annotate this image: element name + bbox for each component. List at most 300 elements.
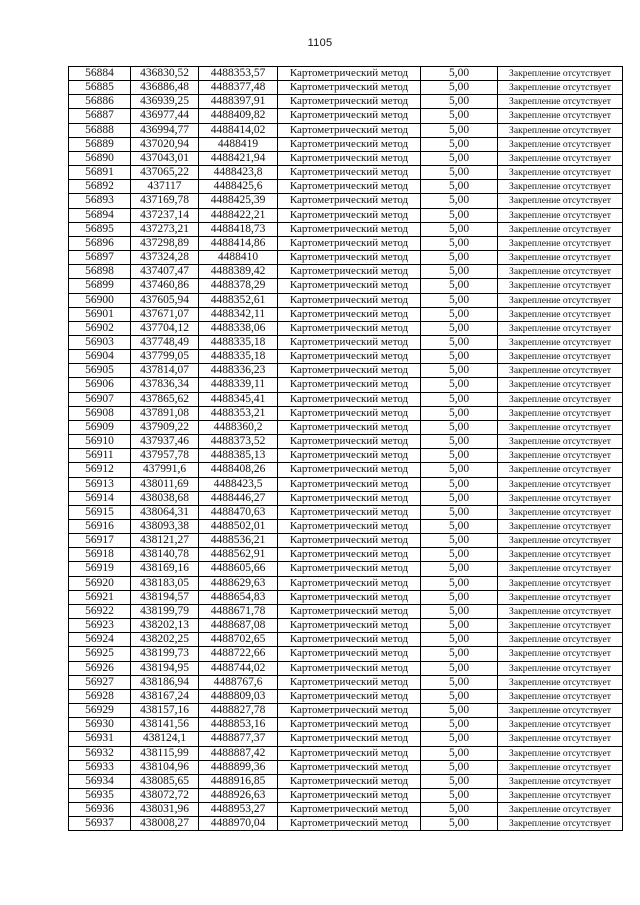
x-coordinate-cell: 437237,14 (131, 208, 199, 222)
method-cell: Картометрический метод (278, 364, 421, 378)
method-cell: Картометрический метод (278, 803, 421, 817)
method-cell: Картометрический метод (278, 732, 421, 746)
y-coordinate-cell: 4488853,16 (199, 718, 278, 732)
precision-cell: 5,00 (421, 307, 498, 321)
point-number-cell: 56884 (69, 67, 131, 81)
x-coordinate-cell: 437814,07 (131, 364, 199, 378)
point-number-cell: 56919 (69, 562, 131, 576)
method-cell: Картометрический метод (278, 293, 421, 307)
precision-cell: 5,00 (421, 718, 498, 732)
fixation-cell: Закрепление отсутствует (498, 647, 623, 661)
fixation-cell: Закрепление отсутствует (498, 236, 623, 250)
x-coordinate-cell: 437909,22 (131, 420, 199, 434)
fixation-cell: Закрепление отсутствует (498, 321, 623, 335)
precision-cell: 5,00 (421, 746, 498, 760)
table-row (69, 491, 623, 505)
point-number-cell: 56886 (69, 95, 131, 109)
table-row (69, 222, 623, 236)
point-number-cell: 56920 (69, 576, 131, 590)
precision-cell: 5,00 (421, 222, 498, 236)
fixation-cell: Закрепление отсутствует (498, 222, 623, 236)
table-row (69, 718, 623, 732)
point-number-cell: 56891 (69, 166, 131, 180)
y-coordinate-cell: 4488335,18 (199, 335, 278, 349)
table-row (69, 335, 623, 349)
y-coordinate-cell: 4488338,06 (199, 321, 278, 335)
table-row (69, 746, 623, 760)
point-number-cell: 56916 (69, 520, 131, 534)
fixation-cell: Закрепление отсутствует (498, 95, 623, 109)
x-coordinate-cell: 438183,05 (131, 576, 199, 590)
table-row (69, 576, 623, 590)
method-cell: Картометрический метод (278, 81, 421, 95)
x-coordinate-cell: 437273,21 (131, 222, 199, 236)
precision-cell: 5,00 (421, 449, 498, 463)
y-coordinate-cell: 4488446,27 (199, 491, 278, 505)
point-number-cell: 56935 (69, 788, 131, 802)
table-row (69, 562, 623, 576)
precision-cell: 5,00 (421, 633, 498, 647)
precision-cell: 5,00 (421, 435, 498, 449)
precision-cell: 5,00 (421, 265, 498, 279)
fixation-cell: Закрепление отсутствует (498, 364, 623, 378)
table-row (69, 109, 623, 123)
x-coordinate-cell: 437957,78 (131, 449, 199, 463)
precision-cell: 5,00 (421, 151, 498, 165)
method-cell: Картометрический метод (278, 689, 421, 703)
point-number-cell: 56908 (69, 406, 131, 420)
table-row (69, 803, 623, 817)
method-cell: Картометрический метод (278, 208, 421, 222)
point-number-cell: 56902 (69, 321, 131, 335)
precision-cell: 5,00 (421, 364, 498, 378)
point-number-cell: 56917 (69, 534, 131, 548)
point-number-cell: 56898 (69, 265, 131, 279)
point-number-cell: 56924 (69, 633, 131, 647)
point-number-cell: 56931 (69, 732, 131, 746)
x-coordinate-cell: 438121,27 (131, 534, 199, 548)
precision-cell: 5,00 (421, 661, 498, 675)
method-cell: Картометрический метод (278, 265, 421, 279)
point-number-cell: 56913 (69, 477, 131, 491)
x-coordinate-cell: 436830,52 (131, 67, 199, 81)
fixation-cell: Закрепление отсутствует (498, 576, 623, 590)
x-coordinate-cell: 438124,1 (131, 732, 199, 746)
point-number-cell: 56899 (69, 279, 131, 293)
y-coordinate-cell: 4488422,21 (199, 208, 278, 222)
table-row (69, 236, 623, 250)
method-cell: Картометрический метод (278, 180, 421, 194)
precision-cell: 5,00 (421, 562, 498, 576)
table-row (69, 279, 623, 293)
table-row (69, 307, 623, 321)
y-coordinate-cell: 4488353,57 (199, 67, 278, 81)
point-number-cell: 56893 (69, 194, 131, 208)
method-cell: Картометрический метод (278, 520, 421, 534)
x-coordinate-cell: 438199,79 (131, 604, 199, 618)
point-number-cell: 56903 (69, 335, 131, 349)
method-cell: Картометрический метод (278, 406, 421, 420)
x-coordinate-cell: 438115,99 (131, 746, 199, 760)
fixation-cell: Закрепление отсутствует (498, 81, 623, 95)
table-row (69, 477, 623, 491)
fixation-cell: Закрепление отсутствует (498, 335, 623, 349)
method-cell: Картометрический метод (278, 222, 421, 236)
fixation-cell: Закрепление отсутствует (498, 505, 623, 519)
x-coordinate-cell: 437298,89 (131, 236, 199, 250)
y-coordinate-cell: 4488877,37 (199, 732, 278, 746)
precision-cell: 5,00 (421, 420, 498, 434)
precision-cell: 5,00 (421, 817, 498, 831)
point-number-cell: 56897 (69, 251, 131, 265)
fixation-cell: Закрепление отсутствует (498, 548, 623, 562)
point-number-cell: 56918 (69, 548, 131, 562)
table-row (69, 534, 623, 548)
point-number-cell: 56909 (69, 420, 131, 434)
method-cell: Картометрический метод (278, 619, 421, 633)
precision-cell: 5,00 (421, 350, 498, 364)
precision-cell: 5,00 (421, 675, 498, 689)
point-number-cell: 56889 (69, 137, 131, 151)
method-cell: Картометрический метод (278, 378, 421, 392)
x-coordinate-cell: 438064,31 (131, 505, 199, 519)
coordinates-table-body (69, 67, 623, 831)
table-row (69, 81, 623, 95)
point-number-cell: 56904 (69, 350, 131, 364)
method-cell: Картометрический метод (278, 166, 421, 180)
method-cell: Картометрический метод (278, 661, 421, 675)
y-coordinate-cell: 4488377,48 (199, 81, 278, 95)
fixation-cell: Закрепление отсутствует (498, 392, 623, 406)
fixation-cell: Закрепление отсутствует (498, 760, 623, 774)
point-number-cell: 56927 (69, 675, 131, 689)
method-cell: Картометрический метод (278, 449, 421, 463)
point-number-cell: 56932 (69, 746, 131, 760)
x-coordinate-cell: 437324,28 (131, 251, 199, 265)
method-cell: Картометрический метод (278, 774, 421, 788)
method-cell: Картометрический метод (278, 307, 421, 321)
point-number-cell: 56890 (69, 151, 131, 165)
y-coordinate-cell: 4488352,61 (199, 293, 278, 307)
method-cell: Картометрический метод (278, 123, 421, 137)
fixation-cell: Закрепление отсутствует (498, 477, 623, 491)
table-row (69, 194, 623, 208)
x-coordinate-cell: 437799,05 (131, 350, 199, 364)
method-cell: Картометрический метод (278, 718, 421, 732)
precision-cell: 5,00 (421, 293, 498, 307)
fixation-cell: Закрепление отсутствует (498, 180, 623, 194)
fixation-cell: Закрепление отсутствует (498, 633, 623, 647)
fixation-cell: Закрепление отсутствует (498, 279, 623, 293)
x-coordinate-cell: 438008,27 (131, 817, 199, 831)
precision-cell: 5,00 (421, 760, 498, 774)
x-coordinate-cell: 438104,96 (131, 760, 199, 774)
y-coordinate-cell: 4488970,04 (199, 817, 278, 831)
precision-cell: 5,00 (421, 491, 498, 505)
table-row (69, 760, 623, 774)
fixation-cell: Закрепление отсутствует (498, 435, 623, 449)
precision-cell: 5,00 (421, 689, 498, 703)
y-coordinate-cell: 4488562,91 (199, 548, 278, 562)
fixation-cell: Закрепление отсутствует (498, 491, 623, 505)
precision-cell: 5,00 (421, 67, 498, 81)
y-coordinate-cell: 4488414,02 (199, 123, 278, 137)
fixation-cell: Закрепление отсутствует (498, 534, 623, 548)
method-cell: Картометрический метод (278, 746, 421, 760)
table-row (69, 732, 623, 746)
table-row (69, 633, 623, 647)
fixation-cell: Закрепление отсутствует (498, 123, 623, 137)
fixation-cell: Закрепление отсутствует (498, 718, 623, 732)
precision-cell: 5,00 (421, 576, 498, 590)
x-coordinate-cell: 437865,62 (131, 392, 199, 406)
x-coordinate-cell: 437671,07 (131, 307, 199, 321)
precision-cell: 5,00 (421, 619, 498, 633)
point-number-cell: 56915 (69, 505, 131, 519)
precision-cell: 5,00 (421, 647, 498, 661)
fixation-cell: Закрепление отсутствует (498, 704, 623, 718)
point-number-cell: 56894 (69, 208, 131, 222)
fixation-cell: Закрепление отсутствует (498, 406, 623, 420)
method-cell: Картометрический метод (278, 704, 421, 718)
method-cell: Картометрический метод (278, 675, 421, 689)
table-row (69, 350, 623, 364)
y-coordinate-cell: 4488887,42 (199, 746, 278, 760)
method-cell: Картометрический метод (278, 817, 421, 831)
x-coordinate-cell: 436939,25 (131, 95, 199, 109)
x-coordinate-cell: 437891,08 (131, 406, 199, 420)
fixation-cell: Закрепление отсутствует (498, 265, 623, 279)
y-coordinate-cell: 4488671,78 (199, 604, 278, 618)
method-cell: Картометрический метод (278, 590, 421, 604)
table-row (69, 251, 623, 265)
y-coordinate-cell: 4488654,83 (199, 590, 278, 604)
fixation-cell: Закрепление отсутствует (498, 746, 623, 760)
method-cell: Картометрический метод (278, 321, 421, 335)
fixation-cell: Закрепление отсутствует (498, 732, 623, 746)
table-row (69, 548, 623, 562)
fixation-cell: Закрепление отсутствует (498, 208, 623, 222)
method-cell: Картометрический метод (278, 392, 421, 406)
point-number-cell: 56928 (69, 689, 131, 703)
precision-cell: 5,00 (421, 477, 498, 491)
point-number-cell: 56885 (69, 81, 131, 95)
method-cell: Картометрический метод (278, 463, 421, 477)
fixation-cell: Закрепление отсутствует (498, 293, 623, 307)
fixation-cell: Закрепление отсутствует (498, 604, 623, 618)
x-coordinate-cell: 438194,57 (131, 590, 199, 604)
fixation-cell: Закрепление отсутствует (498, 562, 623, 576)
fixation-cell: Закрепление отсутствует (498, 590, 623, 604)
precision-cell: 5,00 (421, 166, 498, 180)
fixation-cell: Закрепление отсутствует (498, 619, 623, 633)
precision-cell: 5,00 (421, 279, 498, 293)
point-number-cell: 56888 (69, 123, 131, 137)
table-row (69, 378, 623, 392)
x-coordinate-cell: 436994,77 (131, 123, 199, 137)
x-coordinate-cell: 436886,48 (131, 81, 199, 95)
y-coordinate-cell: 4488409,82 (199, 109, 278, 123)
x-coordinate-cell: 438199,73 (131, 647, 199, 661)
method-cell: Картометрический метод (278, 477, 421, 491)
x-coordinate-cell: 437991,6 (131, 463, 199, 477)
y-coordinate-cell: 4488425,6 (199, 180, 278, 194)
x-coordinate-cell: 438194,95 (131, 661, 199, 675)
method-cell: Картометрический метод (278, 109, 421, 123)
precision-cell: 5,00 (421, 251, 498, 265)
fixation-cell: Закрепление отсутствует (498, 137, 623, 151)
method-cell: Картометрический метод (278, 420, 421, 434)
point-number-cell: 56930 (69, 718, 131, 732)
y-coordinate-cell: 4488397,91 (199, 95, 278, 109)
x-coordinate-cell: 437748,49 (131, 335, 199, 349)
precision-cell: 5,00 (421, 392, 498, 406)
y-coordinate-cell: 4488605,66 (199, 562, 278, 576)
method-cell: Картометрический метод (278, 491, 421, 505)
point-number-cell: 56934 (69, 774, 131, 788)
y-coordinate-cell: 4488378,29 (199, 279, 278, 293)
y-coordinate-cell: 4488502,01 (199, 520, 278, 534)
precision-cell: 5,00 (421, 534, 498, 548)
precision-cell: 5,00 (421, 463, 498, 477)
point-number-cell: 56905 (69, 364, 131, 378)
x-coordinate-cell: 438093,38 (131, 520, 199, 534)
table-row (69, 137, 623, 151)
y-coordinate-cell: 4488722,66 (199, 647, 278, 661)
point-number-cell: 56925 (69, 647, 131, 661)
x-coordinate-cell: 437937,46 (131, 435, 199, 449)
fixation-cell: Закрепление отсутствует (498, 817, 623, 831)
method-cell: Картометрический метод (278, 562, 421, 576)
x-coordinate-cell: 437704,12 (131, 321, 199, 335)
y-coordinate-cell: 4488899,36 (199, 760, 278, 774)
point-number-cell: 56914 (69, 491, 131, 505)
x-coordinate-cell: 438140,78 (131, 548, 199, 562)
y-coordinate-cell: 4488926,63 (199, 788, 278, 802)
y-coordinate-cell: 4488809,03 (199, 689, 278, 703)
precision-cell: 5,00 (421, 604, 498, 618)
y-coordinate-cell: 4488423,8 (199, 166, 278, 180)
table-row (69, 208, 623, 222)
table-row (69, 788, 623, 802)
fixation-cell: Закрепление отсутствует (498, 251, 623, 265)
table-row (69, 463, 623, 477)
method-cell: Картометрический метод (278, 236, 421, 250)
y-coordinate-cell: 4488827,78 (199, 704, 278, 718)
fixation-cell: Закрепление отсутствует (498, 420, 623, 434)
point-number-cell: 56929 (69, 704, 131, 718)
method-cell: Картометрический метод (278, 95, 421, 109)
method-cell: Картометрический метод (278, 633, 421, 647)
y-coordinate-cell: 4488702,65 (199, 633, 278, 647)
y-coordinate-cell: 4488353,21 (199, 406, 278, 420)
y-coordinate-cell: 4488421,94 (199, 151, 278, 165)
point-number-cell: 56901 (69, 307, 131, 321)
table-row (69, 435, 623, 449)
table-row (69, 67, 623, 81)
table-row (69, 505, 623, 519)
precision-cell: 5,00 (421, 95, 498, 109)
y-coordinate-cell: 4488336,23 (199, 364, 278, 378)
precision-cell: 5,00 (421, 704, 498, 718)
point-number-cell: 56933 (69, 760, 131, 774)
fixation-cell: Закрепление отсутствует (498, 67, 623, 81)
precision-cell: 5,00 (421, 406, 498, 420)
method-cell: Картометрический метод (278, 760, 421, 774)
precision-cell: 5,00 (421, 109, 498, 123)
x-coordinate-cell: 437169,78 (131, 194, 199, 208)
x-coordinate-cell: 437065,22 (131, 166, 199, 180)
precision-cell: 5,00 (421, 335, 498, 349)
precision-cell: 5,00 (421, 788, 498, 802)
method-cell: Картометрический метод (278, 604, 421, 618)
y-coordinate-cell: 4488423,5 (199, 477, 278, 491)
point-number-cell: 56926 (69, 661, 131, 675)
fixation-cell: Закрепление отсутствует (498, 166, 623, 180)
point-number-cell: 56936 (69, 803, 131, 817)
y-coordinate-cell: 4488687,08 (199, 619, 278, 633)
fixation-cell: Закрепление отсутствует (498, 788, 623, 802)
precision-cell: 5,00 (421, 505, 498, 519)
table-row (69, 675, 623, 689)
point-number-cell: 56906 (69, 378, 131, 392)
table-row (69, 392, 623, 406)
table-row (69, 364, 623, 378)
x-coordinate-cell: 438202,25 (131, 633, 199, 647)
point-number-cell: 56912 (69, 463, 131, 477)
precision-cell: 5,00 (421, 208, 498, 222)
y-coordinate-cell: 4488414,86 (199, 236, 278, 250)
table-row (69, 406, 623, 420)
method-cell: Картометрический метод (278, 151, 421, 165)
x-coordinate-cell: 438157,16 (131, 704, 199, 718)
method-cell: Картометрический метод (278, 647, 421, 661)
fixation-cell: Закрепление отсутствует (498, 151, 623, 165)
point-number-cell: 56892 (69, 180, 131, 194)
point-number-cell: 56923 (69, 619, 131, 633)
point-number-cell: 56887 (69, 109, 131, 123)
y-coordinate-cell: 4488385,13 (199, 449, 278, 463)
fixation-cell: Закрепление отсутствует (498, 520, 623, 534)
x-coordinate-cell: 438085,65 (131, 774, 199, 788)
table-row (69, 661, 623, 675)
precision-cell: 5,00 (421, 803, 498, 817)
fixation-cell: Закрепление отсутствует (498, 803, 623, 817)
y-coordinate-cell: 4488425,39 (199, 194, 278, 208)
table-row (69, 449, 623, 463)
table-row (69, 265, 623, 279)
x-coordinate-cell: 438202,13 (131, 619, 199, 633)
y-coordinate-cell: 4488339,11 (199, 378, 278, 392)
y-coordinate-cell: 4488335,18 (199, 350, 278, 364)
y-coordinate-cell: 4488536,21 (199, 534, 278, 548)
coordinates-table (68, 66, 623, 831)
x-coordinate-cell: 438186,94 (131, 675, 199, 689)
method-cell: Картометрический метод (278, 251, 421, 265)
point-number-cell: 56896 (69, 236, 131, 250)
precision-cell: 5,00 (421, 774, 498, 788)
table-row (69, 151, 623, 165)
table-row (69, 293, 623, 307)
y-coordinate-cell: 4488373,52 (199, 435, 278, 449)
x-coordinate-cell: 438072,72 (131, 788, 199, 802)
x-coordinate-cell: 437407,47 (131, 265, 199, 279)
precision-cell: 5,00 (421, 590, 498, 604)
x-coordinate-cell: 437605,94 (131, 293, 199, 307)
precision-cell: 5,00 (421, 81, 498, 95)
y-coordinate-cell: 4488629,63 (199, 576, 278, 590)
x-coordinate-cell: 438011,69 (131, 477, 199, 491)
